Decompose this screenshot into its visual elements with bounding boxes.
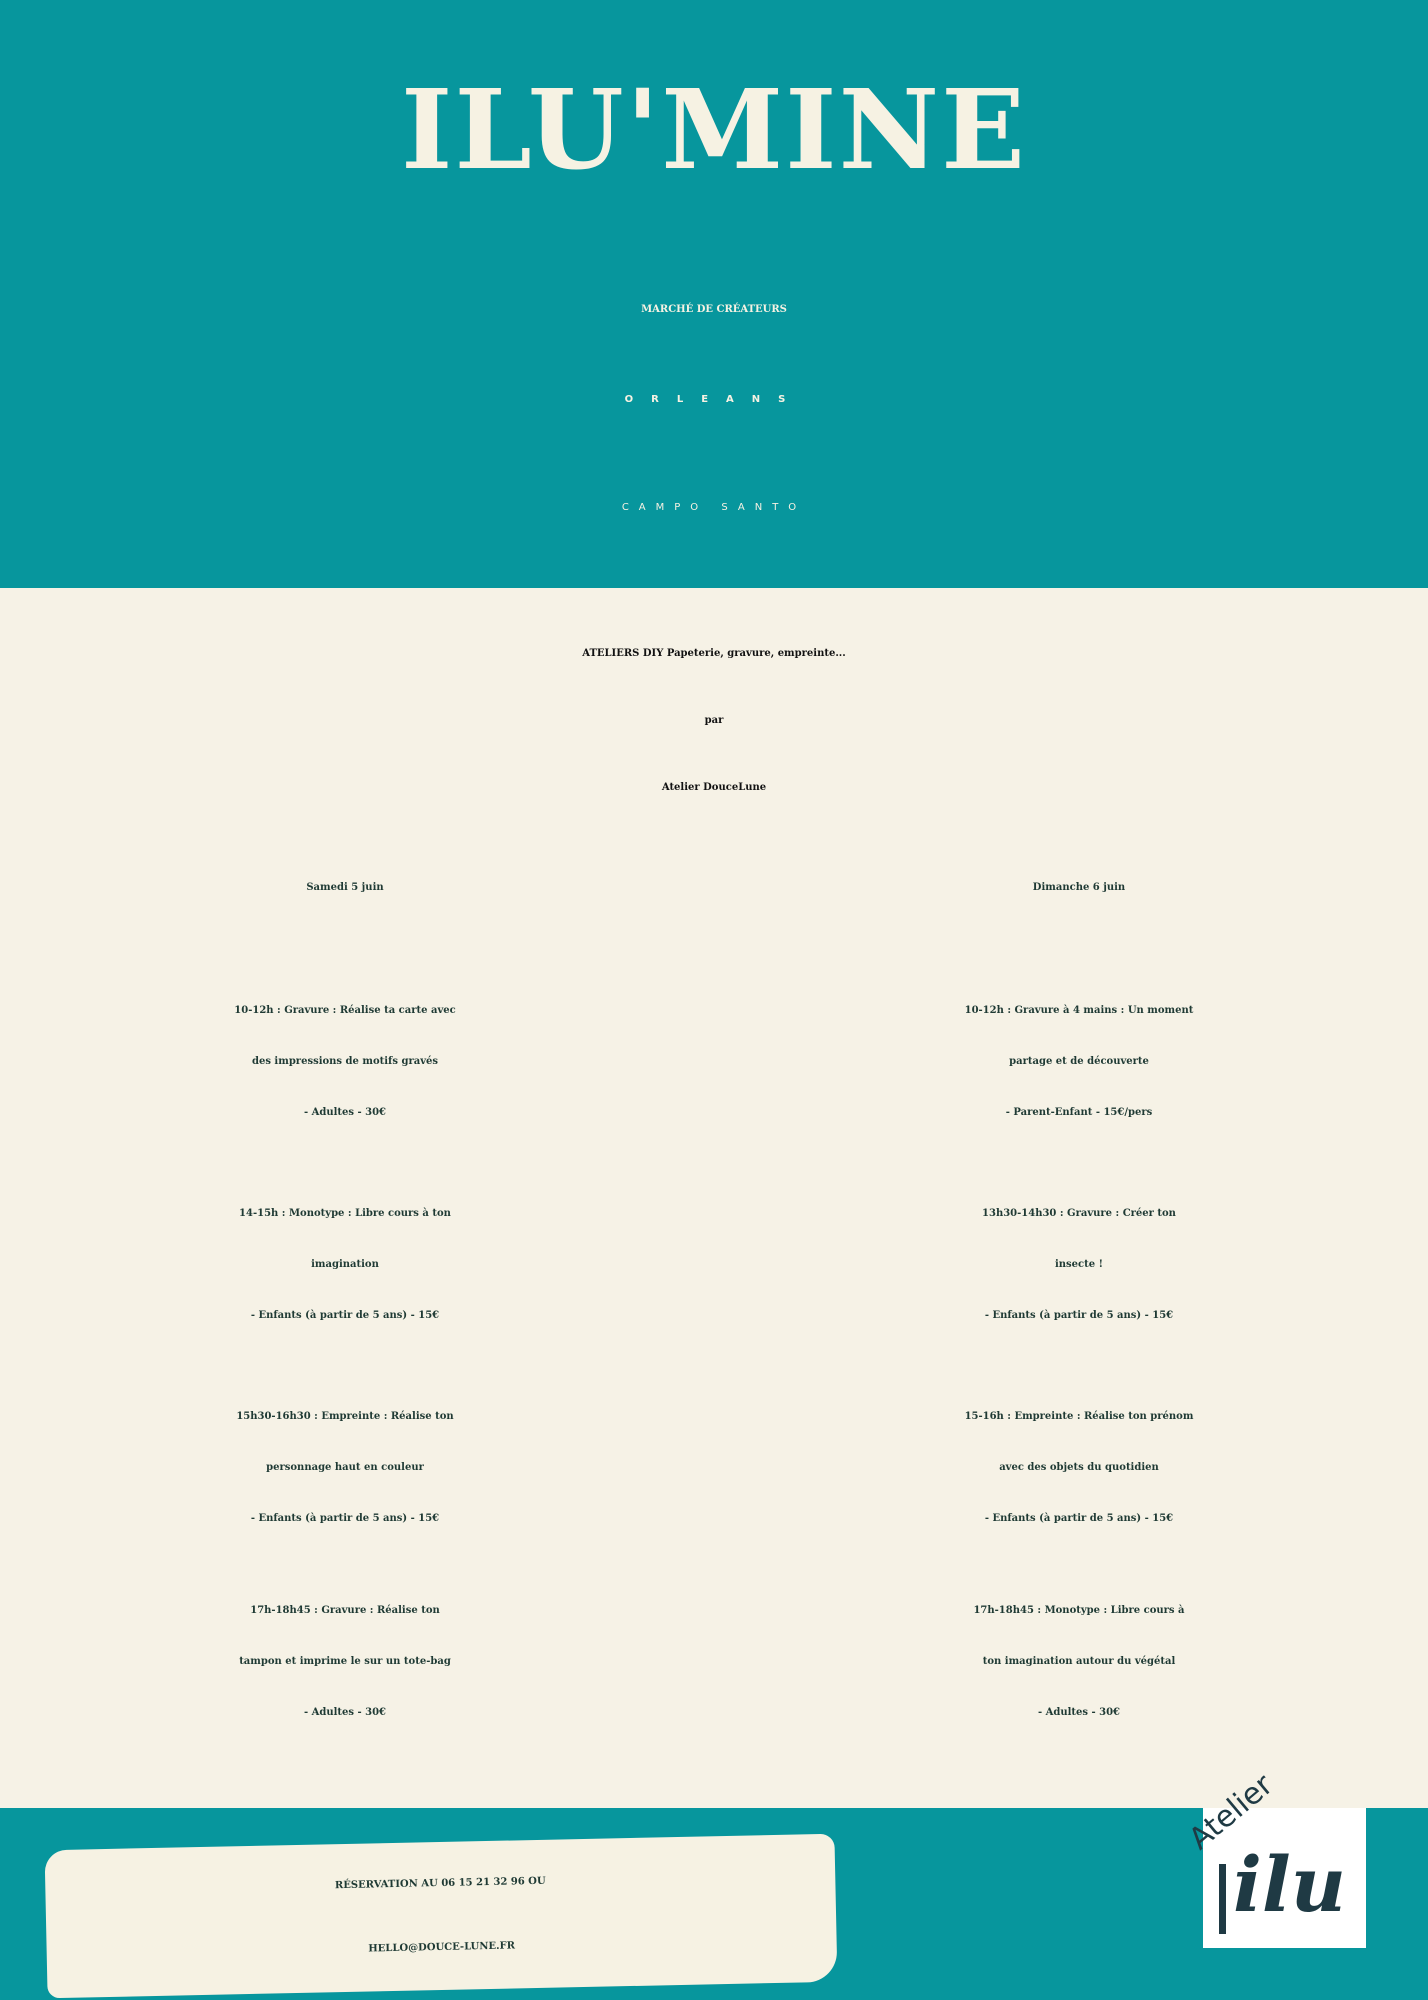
logo-ilu-text: ilu xyxy=(1233,1840,1346,1929)
workshop-title: 10-12h : Gravure à 4 mains : Un moment xyxy=(964,1005,1194,1016)
reservation-phone: RÉSERVATION AU 06 15 21 32 96 OU xyxy=(334,1875,546,1892)
intro-block xyxy=(0,620,1428,821)
workshop-title: 14-15h : Monotype : Libre cours à ton xyxy=(239,1208,451,1219)
workshop-audience-price: - Enfants (à partir de 5 ans) - 15€ xyxy=(984,1310,1174,1321)
logo-stroke xyxy=(1219,1864,1226,1934)
workshop-description: insecte ! xyxy=(1054,1259,1103,1270)
workshop-audience-price: - Enfants (à partir de 5 ans) - 15€ xyxy=(984,1513,1174,1524)
header-banner xyxy=(0,0,1428,588)
event-venue: CAMPO SANTO xyxy=(621,502,807,513)
day-title-saturday: Samedi 5 juin xyxy=(306,882,384,893)
intro-par: par xyxy=(704,715,724,726)
workshop-audience-price: - Parent-Enfant - 15€/pers xyxy=(1005,1107,1153,1118)
workshop-item xyxy=(734,1391,1424,1544)
footer-banner xyxy=(0,1767,1428,2000)
workshop-audience-price: - Adultes - 30€ xyxy=(303,1107,387,1118)
event-subtitle: MARCHÉ DE CRÉATEURS xyxy=(641,304,787,315)
intro-organizer: Atelier DouceLune xyxy=(661,782,767,793)
workshop-title: 10-12h : Gravure : Réalise ta carte avec xyxy=(234,1005,456,1016)
workshop-item xyxy=(0,985,690,1138)
reservation-email: HELLO@DOUCE-LUNE.FR xyxy=(368,1940,516,1955)
workshop-title: 15h30-16h30 : Empreinte : Réalise ton xyxy=(236,1411,454,1422)
workshop-description: ton imagination autour du végétal xyxy=(982,1656,1176,1667)
logo-atelier-text: Atelier xyxy=(1182,1767,1280,1857)
workshop-audience-price: - Enfants (à partir de 5 ans) - 15€ xyxy=(250,1310,440,1321)
workshop-description: personnage haut en couleur xyxy=(266,1462,424,1473)
workshop-description: partage et de découverte xyxy=(1009,1056,1149,1067)
workshop-description: imagination xyxy=(311,1259,379,1270)
workshop-item xyxy=(734,985,1424,1138)
day-title-sunday: Dimanche 6 juin xyxy=(1032,882,1126,893)
reservation-note xyxy=(45,1834,838,1999)
workshop-audience-price: - Adultes - 30€ xyxy=(303,1707,387,1718)
workshop-item xyxy=(0,1188,690,1341)
workshop-item xyxy=(0,1391,690,1544)
workshop-item xyxy=(0,1585,690,1738)
workshop-audience-price: - Adultes - 30€ xyxy=(1037,1707,1121,1718)
atelier-ilu-logo xyxy=(1182,1767,1366,1948)
workshop-title: 17h-18h45 : Gravure : Réalise ton xyxy=(250,1605,440,1616)
intro-heading: ATELIERS DIY Papeterie, gravure, empreinte... xyxy=(582,648,846,659)
workshop-item xyxy=(734,1188,1424,1341)
workshop-item xyxy=(734,1585,1424,1738)
workshop-audience-price: - Enfants (à partir de 5 ans) - 15€ xyxy=(250,1513,440,1524)
workshop-title: 17h-18h45 : Monotype : Libre cours à xyxy=(973,1605,1185,1616)
workshop-title: 15-16h : Empreinte : Réalise ton prénom xyxy=(964,1411,1194,1422)
event-city: ORLEANS xyxy=(624,394,804,405)
workshop-title: 13h30-14h30 : Gravure : Créer ton xyxy=(982,1208,1176,1219)
workshop-description: tampon et imprime le sur un tote-bag xyxy=(239,1656,451,1667)
workshop-description: des impressions de motifs gravés xyxy=(251,1056,439,1067)
event-title: ILU'MINE xyxy=(401,65,1027,194)
workshop-description: avec des objets du quotidien xyxy=(999,1462,1159,1473)
